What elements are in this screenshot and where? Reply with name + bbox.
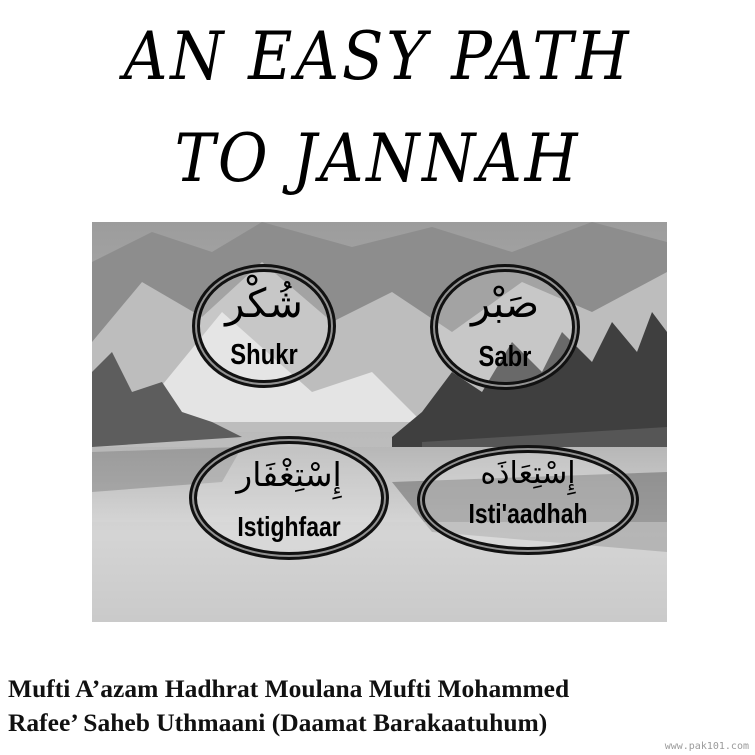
watermark-text: www.pak101.com	[664, 741, 749, 752]
badge-arabic-text: شُكْر	[225, 281, 303, 327]
badge-arabic-text: صَبْر	[470, 281, 540, 327]
badge-shukr	[192, 264, 336, 388]
badge-arabic-text: إِسْتِغْفَار	[236, 455, 342, 494]
title-line-2: TO JANNAH	[174, 120, 581, 197]
badge-sabr	[430, 264, 580, 390]
badge-latin-label: Isti'aadhah	[468, 498, 588, 529]
mountain-lake-image	[92, 222, 667, 622]
badge-istighfaar	[189, 436, 389, 560]
title-line-1: AN EASY PATH	[123, 18, 632, 95]
author-line-2: Rafee’ Saheb Uthmaani (Daamat Barakaatuhum)	[8, 708, 548, 737]
badge-latin-label: Sabr	[478, 341, 532, 373]
badge-arabic-text: إِسْتِعَاذَه	[480, 456, 576, 491]
badge-istiaadhah	[417, 445, 639, 555]
badge-latin-label: Istighfaar	[237, 511, 341, 542]
author-line-1: Mufti A’azam Hadhrat Moulana Mufti Mohammed	[8, 674, 570, 703]
badge-latin-label: Shukr	[230, 339, 298, 371]
